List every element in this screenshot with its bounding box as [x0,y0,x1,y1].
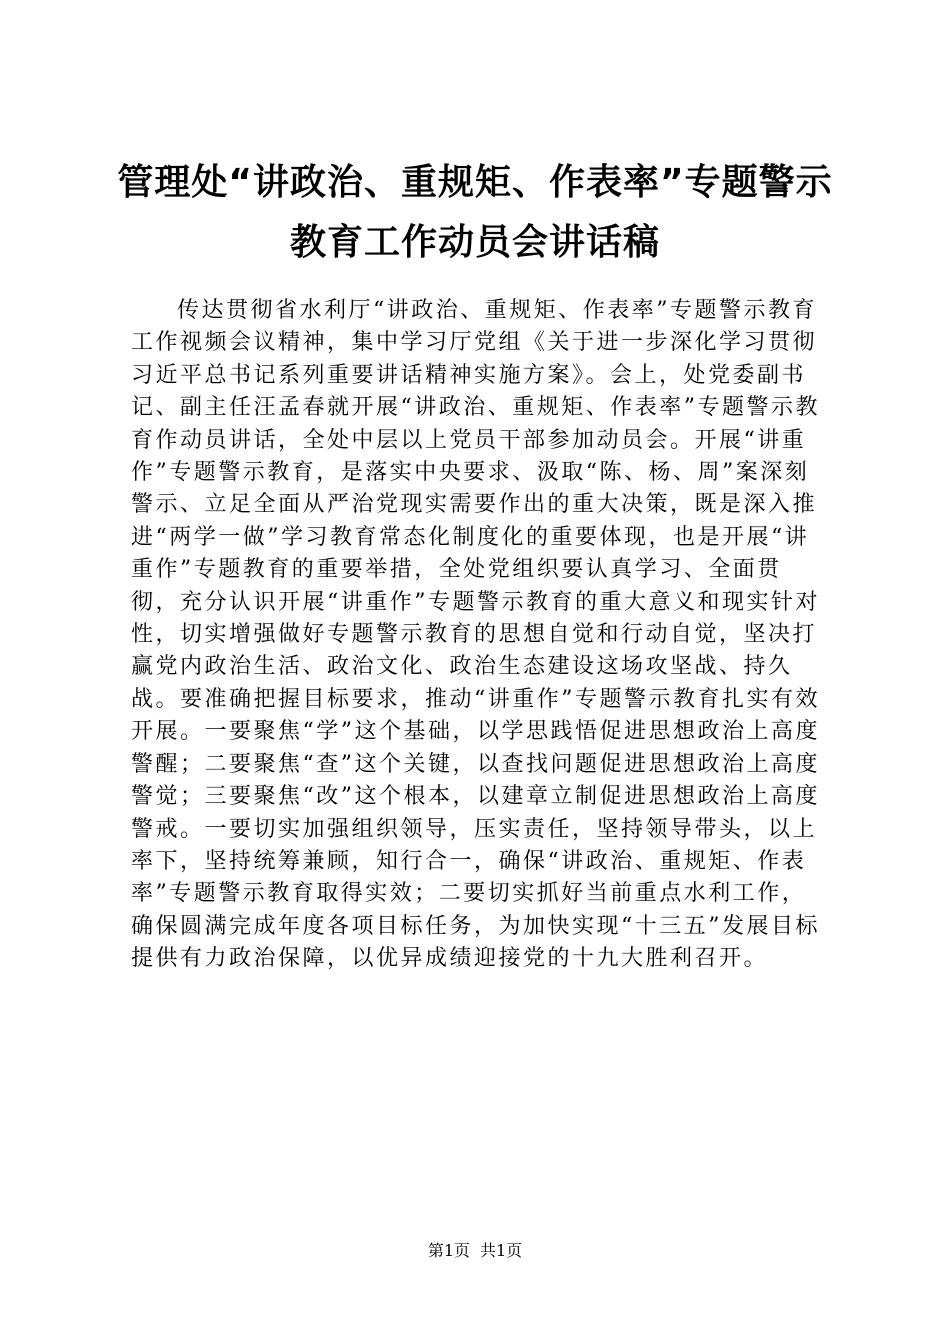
page-footer [0,1241,950,1261]
document-title-line-1: 管理处“讲政治、重规矩、作表率”专题警示 [117,162,833,203]
document-body-paragraph: 传达贯彻省水利厅“讲政治、重规矩、作表率”专题警示教育工作视频会议精神，集中学习厅党组《关于进一步深化学习贯彻习近平总书记系列重要讲话精神实施方案》。会上，处党委副书记、副主任汪孟春就开展“讲政治、重规矩、作表率”专题警示教育作动员讲话，全处中层以上党员干部参加动员会。开展“讲重作”专题警示教育，是落实中央要求、汲取“陈、杨、周”案深刻警示、立足全面从严治党现实需要作出的重大决策，既是深入推进“两学一做”学习教育常态化制度化的重要体现，也是开展“讲重作”专题教育的重要举措，全处党组织要认真学习、全面贯彻，充分认识开展“讲重作”专题警示教育的重大意义和现实针对性，切实增强做好专题警示教育的思想自觉和行动自觉，坚决打赢党内政治生活、政治文化、政治生态建设这场攻坚战、持久战。要准确把握目标要求，推动“讲重作”专题警示教育扎实有效开展。一要聚焦“学”这个基础，以学思践悟促进思想政治上高度警醒；二要聚焦“查”这个关键，以查找问题促进思想政治上高度警觉；三要聚焦“改”这个根本，以建章立制促进思想政治上高度警戒。一要切实加强组织领导，压实责任，坚持领导带头，以上率下，坚持统筹兼顾，知行合一，确保“讲政治、重规矩、作表率”专题警示教育取得实效；二要切实抓好当前重点水利工作，确保圆满完成年度各项目标任务，为加快实现“十三五”发展目标提供有力政治保障，以优异成绩迎接党的十九大胜利召开。 [131,298,820,972]
document-title-line-2: 教育工作动员会讲话稿 [289,222,660,263]
page-number-label: 第1页 [427,1241,470,1260]
page-total-label: 共1页 [480,1241,523,1260]
